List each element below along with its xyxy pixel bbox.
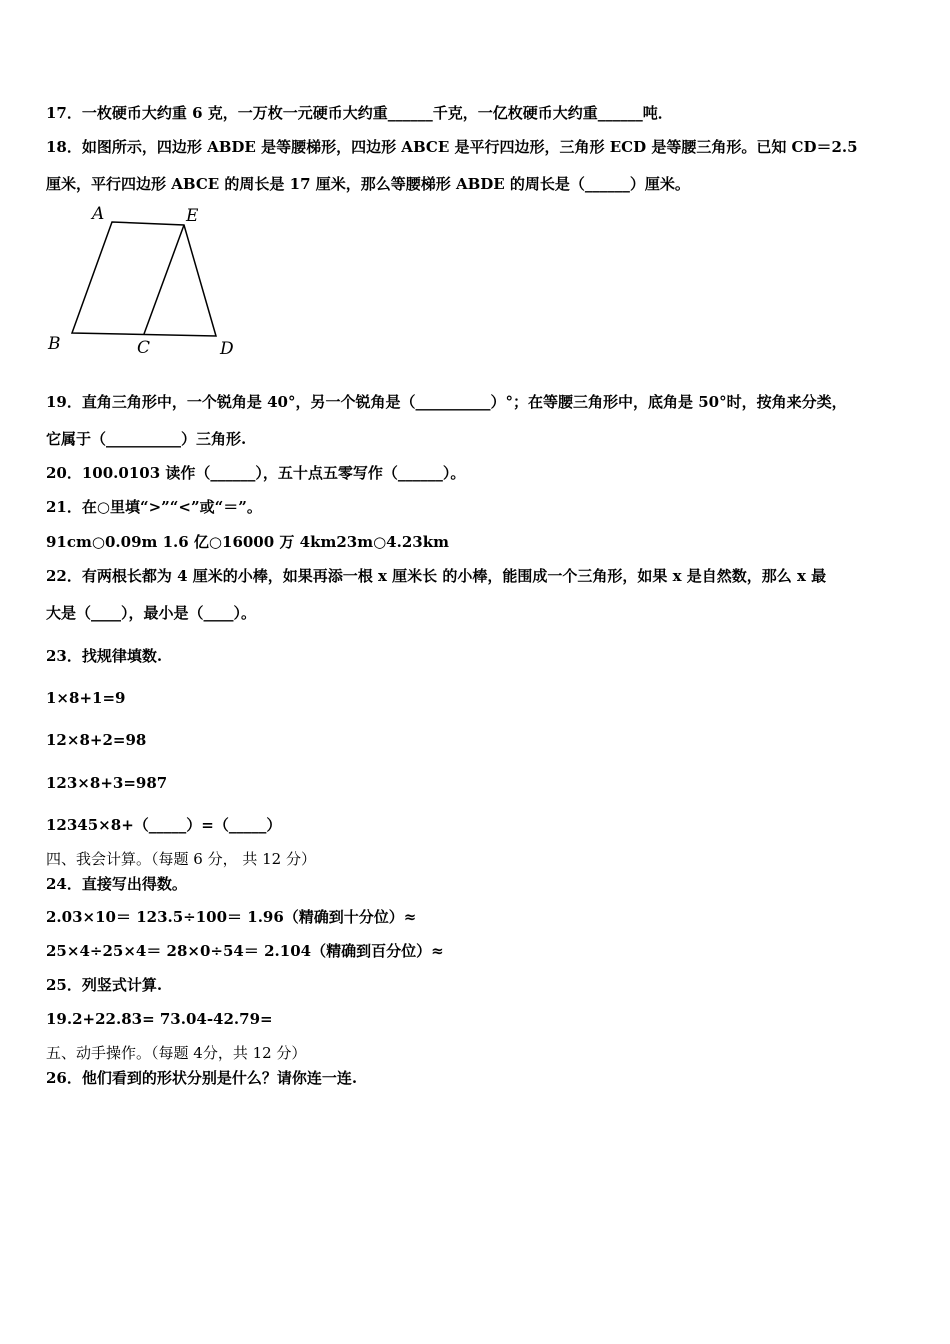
question-20: 20．100.0103 读作（______），五十点五零写作（______）。 <box>46 464 466 482</box>
section-5-heading: 五、动手操作。（每题 4分，共 12 分） <box>46 1044 307 1062</box>
label-b: B <box>48 334 61 354</box>
question-19-line1: 19．直角三角形中，一个锐角是 40°，另一个锐角是（__________）°；在等腰三角形中，底角是 50°时，按角来分类， <box>46 393 847 411</box>
trapezoid-figure <box>40 200 250 365</box>
question-18-line1: 18．如图所示，四边形 ABDE 是等腰梯形，四边形 ABCE 是平行四边形，三角形 ECD 是等腰三角形。已知 CD＝2.5 <box>46 138 858 156</box>
question-25: 25．列竖式计算. <box>46 976 163 994</box>
label-e: E <box>186 206 199 226</box>
question-26: 26．他们看到的形状分别是什么？请你连一连. <box>46 1069 358 1087</box>
question-24-row2: 25×4÷25×4＝ 28×0÷54＝ 2.104（精确到百分位）≈ <box>46 942 444 960</box>
question-19-line2: 它属于（__________）三角形. <box>46 430 247 448</box>
question-23-row4: 12345×8+（_____）=（_____） <box>46 816 282 834</box>
question-22-line2: 大是（____），最小是（____）。 <box>46 604 257 622</box>
question-21-items: 91cm○0.09m 1.6 亿○16000 万 4km23m○4.23km <box>46 533 449 551</box>
segment-ec <box>144 225 184 334</box>
section-4-heading: 四、我会计算。（每题 6 分， 共 12 分） <box>46 850 316 868</box>
question-17: 17．一枚硬币大约重 6 克，一万枚一元硬币大约重______千克，一亿枚硬币大约重______吨． <box>46 104 673 122</box>
question-23-row3: 123×8+3=987 <box>46 774 168 792</box>
question-24-row1: 2.03×10＝ 123.5÷100＝ 1.96（精确到十分位）≈ <box>46 908 417 926</box>
question-18-line2: 厘米，平行四边形 ABCE 的周长是 17 厘米，那么等腰梯形 ABDE 的周长是（______）厘米。 <box>46 175 690 193</box>
label-a: A <box>92 204 105 224</box>
label-d: D <box>220 339 234 359</box>
question-25-row1: 19.2+22.83= 73.04-42.79= <box>46 1010 273 1028</box>
label-c: C <box>137 338 151 358</box>
question-21: 21．在○里填“>”“<”或“＝”。 <box>46 498 262 516</box>
question-23-row2: 12×8+2=98 <box>46 731 147 749</box>
question-24: 24．直接写出得数。 <box>46 875 187 893</box>
question-23: 23．找规律填数. <box>46 647 163 665</box>
question-22-line1: 22．有两根长都为 4 厘米的小棒，如果再添一根 x 厘米长 的小棒，能围成一个三角形，如果 x 是自然数，那么 x 最 <box>46 567 827 585</box>
trapezoid-abde <box>72 222 216 336</box>
question-23-row1: 1×8+1=9 <box>46 689 126 707</box>
